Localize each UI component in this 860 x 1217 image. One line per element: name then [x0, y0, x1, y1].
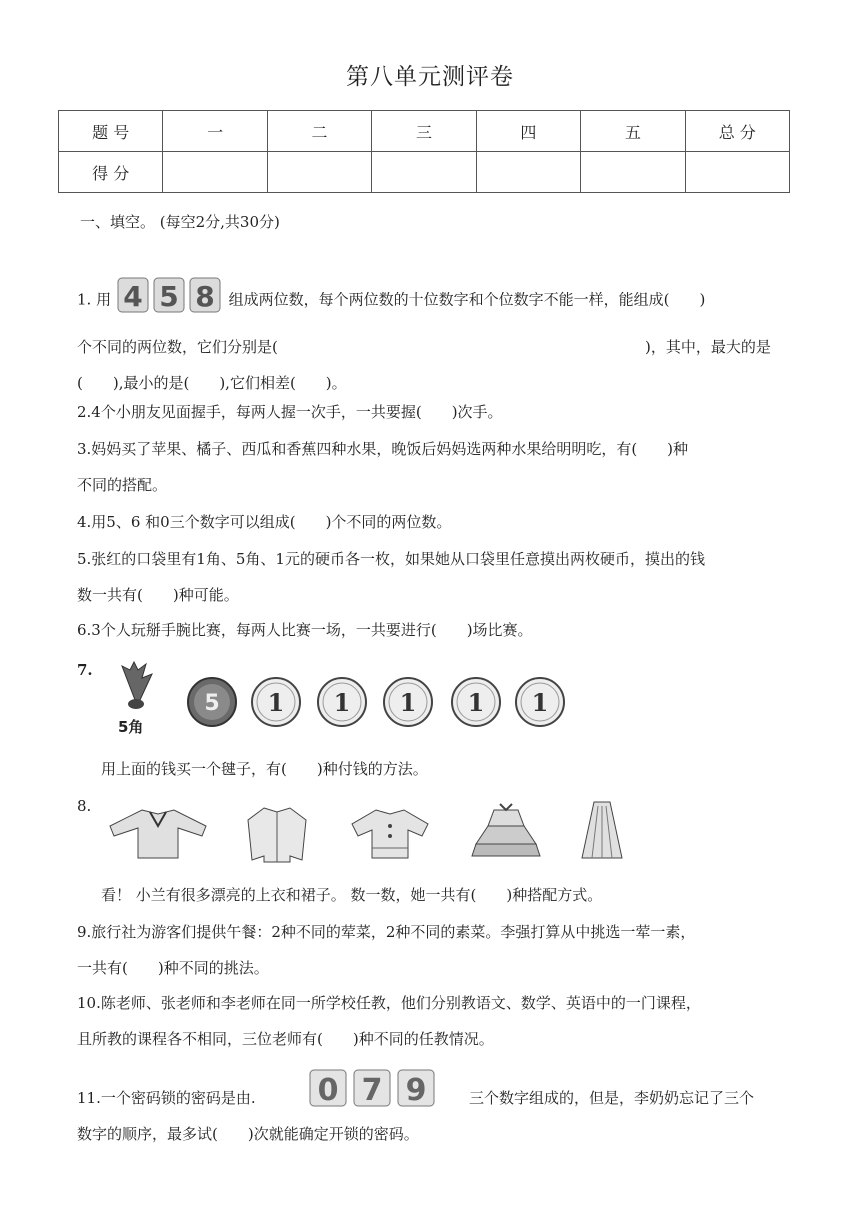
score-blank-cell — [372, 152, 476, 193]
q1-text-e: ( ),最小的是( ),它们相差( )。 — [77, 374, 347, 392]
score-blank-cell — [267, 152, 371, 193]
question-10: 10.陈老师、张老师和李老师在同一所学校任教，他们分别教语文、数学、英语中的一门课程， 且所教的课程各不相同，三位老师有( )种不同的任教情况。 — [77, 994, 701, 1048]
question-8-text: 看！ 小兰有很多漂亮的上衣和裙子。 数一数，她一共有( )种搭配方式。 — [101, 886, 603, 904]
score-header-cell: 总 分 — [685, 111, 789, 152]
question-4: 4.用5、6 和0三个数字可以组成( )个不同的两位数。 — [77, 513, 452, 531]
ruffled-skirt-icon — [468, 800, 544, 866]
q1-text-d: )，其中，最大的是 — [645, 338, 771, 356]
question-7-number: 7. — [77, 661, 93, 679]
question-11 — [77, 1080, 803, 1152]
svg-text:0: 0 — [317, 1073, 339, 1108]
score-header-cell: 五 — [581, 111, 685, 152]
question-1 — [77, 272, 803, 401]
score-table-header-row — [59, 111, 790, 152]
question-6: 6.3个人玩掰手腕比赛，每两人比赛一场，一共要进行( )场比赛。 — [77, 621, 533, 639]
question-9: 9.旅行社为游客们提供午餐：2种不同的荤菜，2种不同的素菜。李强打算从中挑选一荤一素， 一共有( )种不同的挑法。 — [77, 923, 696, 977]
score-header-cell: 一 — [163, 111, 267, 152]
q1-text-a: 1. 用 — [77, 290, 112, 309]
score-header-cell: 二 — [267, 111, 371, 152]
section-heading: 一、填空。 (每空2分,共30分) — [80, 213, 280, 231]
question-8-number: 8. — [77, 797, 92, 815]
score-row-label: 得 分 — [59, 152, 163, 193]
svg-text:1: 1 — [267, 688, 285, 717]
shuttlecock-icon — [112, 660, 158, 720]
digit-cards-458-icon — [116, 272, 224, 329]
score-table — [58, 110, 790, 193]
svg-text:5: 5 — [204, 691, 220, 716]
question-7-text: 用上面的钱买一个毽子，有( )种付钱的方法。 — [101, 760, 428, 778]
price-label: 5角 — [118, 718, 144, 736]
shirt-icon — [106, 806, 210, 864]
score-header-cell: 四 — [476, 111, 580, 152]
score-header-cell: 三 — [372, 111, 476, 152]
page-title: 第八单元测评卷 — [346, 64, 514, 90]
coin-1-yuan-icon — [514, 676, 566, 732]
q11-text-b: 三个数字组成的，但是，李奶奶忘记了三个 — [469, 1089, 755, 1107]
coin-5-jiao-icon — [186, 676, 238, 732]
digit-cards-079-icon — [306, 1064, 438, 1114]
question-3: 3.妈妈买了苹果、橘子、西瓜和香蕉四种水果，晚饭后妈妈选两种水果给明明吃，有( )种 不同的搭配。 — [77, 440, 689, 494]
coin-1-yuan-icon — [382, 676, 434, 732]
coin-1-yuan-icon — [250, 676, 302, 732]
q1-text-c: 个不同的两位数，它们分别是( — [77, 338, 278, 356]
svg-text:5: 5 — [159, 280, 179, 313]
score-table-score-row — [59, 152, 790, 193]
score-blank-cell — [581, 152, 685, 193]
question-2: 2.4个小朋友见面握手，每两人握一次手，一共要握( )次手。 — [77, 403, 503, 421]
jacket-icon — [244, 804, 310, 868]
coin-1-yuan-icon — [450, 676, 502, 732]
svg-text:7: 7 — [361, 1073, 383, 1108]
svg-text:1: 1 — [333, 688, 351, 717]
svg-text:4: 4 — [123, 280, 143, 313]
coin-1-yuan-icon — [316, 676, 368, 732]
svg-text:8: 8 — [195, 280, 215, 313]
svg-text:1: 1 — [531, 688, 549, 717]
pleated-skirt-icon — [580, 798, 624, 866]
score-blank-cell — [685, 152, 789, 193]
q1-text-b: 组成两位数，每个两位数的十位数字和个位数字不能一样，能组成( ) — [228, 290, 706, 309]
svg-text:1: 1 — [399, 688, 417, 717]
score-blank-cell — [163, 152, 267, 193]
score-header-cell: 题 号 — [59, 111, 163, 152]
question-5: 5.张红的口袋里有1角、5角、1元的硬币各一枚，如果她从口袋里任意摸出两枚硬币，摸出的钱 数一共有( )种可能。 — [77, 550, 705, 604]
svg-text:9: 9 — [405, 1073, 427, 1108]
sweater-icon — [350, 806, 430, 866]
q11-text-a: 11.一个密码锁的密码是由. — [77, 1089, 256, 1107]
svg-text:1: 1 — [467, 688, 485, 717]
score-blank-cell — [476, 152, 580, 193]
q11-text-c: 数字的顺序，最多试( )次就能确定开锁的密码。 — [77, 1125, 419, 1143]
